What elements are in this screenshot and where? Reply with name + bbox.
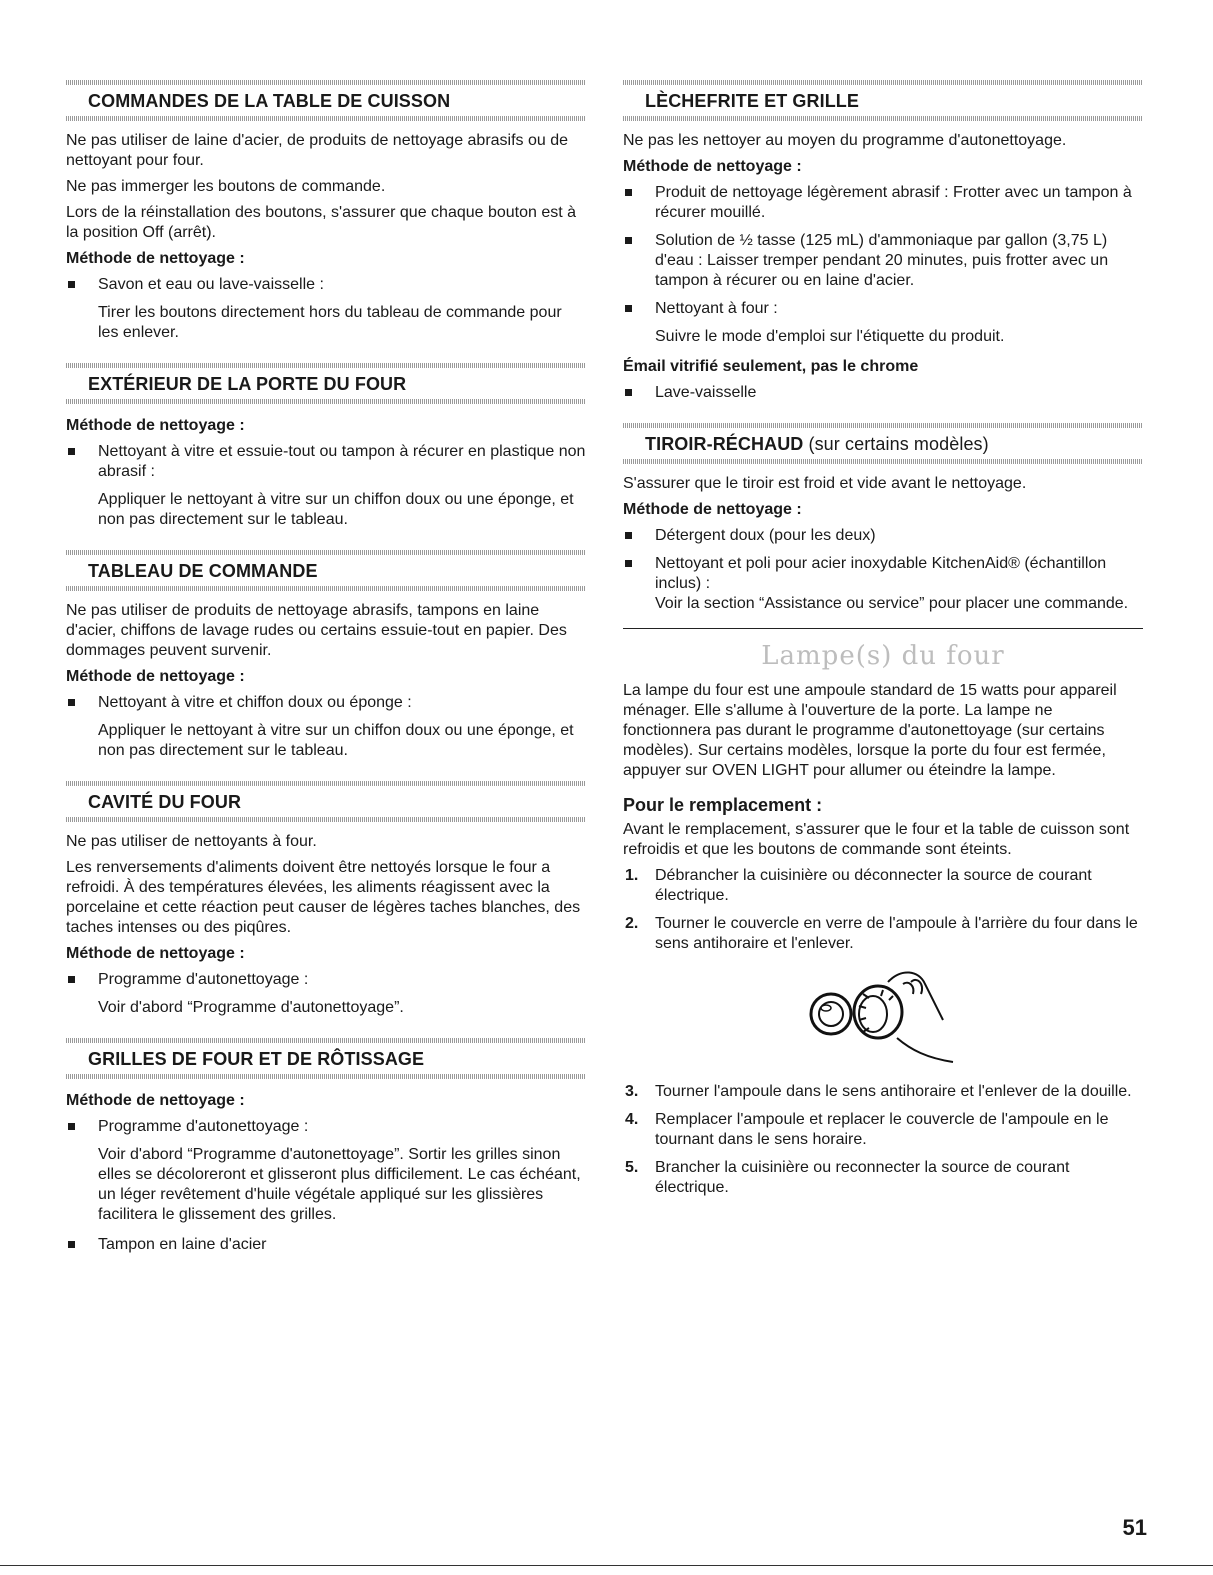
paragraph: S'assurer que le tiroir est froid et vide avant le nettoyage. [623,475,1027,492]
glass-cover-icon [811,994,851,1034]
bullet-icon [68,976,75,983]
bullet-icon [68,281,75,288]
section-header [623,413,1143,470]
section-oven-door-exterior [66,353,586,530]
bullet-item [66,1117,586,1137]
section-divider [623,628,1143,629]
divider [623,459,1143,464]
section-broiler-pan [623,70,1143,403]
step-text: Remplacer l'ampoule et replacer le couvercle de l'ampoule en le tournant dans le sens horaire. [655,1111,1109,1148]
divider [623,80,1143,85]
section-warming-drawer [623,413,1143,614]
step-number: 5. [625,1159,639,1176]
bullet-text: Nettoyant à four : [655,300,778,317]
bullet-text: Savon et eau ou lave-vaisselle : [98,276,324,293]
section-header [66,771,586,828]
paragraph: Les renversements d'aliments doivent être nettoyés lorsque le four a refroidi. À des températures élevées, les aliments réagissent avec la porcelaine et cette réaction peut causer de légères taches blanches, des taches intenses ou des piqûres. [66,859,581,936]
paragraph: Ne pas utiliser de nettoyants à four. [66,833,317,850]
bullet-text: Nettoyant à vitre et chiffon doux ou éponge : [98,694,412,711]
divider [66,781,586,786]
bullet-icon [625,305,632,312]
section-control-panel [66,540,586,761]
page-bottom-rule [0,1565,1213,1566]
paragraph: Ne pas les nettoyer au moyen du programme d'autonettoyage. [623,132,1067,149]
step-item [623,1110,1143,1150]
divider [66,550,586,555]
bullet-item [623,299,1143,319]
paragraph: Ne pas utiliser de produits de nettoyage abrasifs, tampons en laine d'acier, chiffons de lavage rudes ou certains essuie-tout en papier. Des dommages peuvent survenir. [66,602,567,659]
section-header [66,540,586,597]
bullet-icon [68,1123,75,1130]
bullet-item [66,275,586,295]
bullet-icon [68,699,75,706]
bullet-text: Détergent doux (pour les deux) [655,527,876,544]
bullet-icon [68,448,75,455]
section-title: EXTÉRIEUR DE LA PORTE DU FOUR [88,374,407,394]
divider [66,1038,586,1043]
step-number: 4. [625,1111,639,1128]
section-cooktop-controls [66,70,586,343]
divider [66,80,586,85]
bullet-text: Programme d'autonettoyage : [98,1118,309,1135]
bullet-text: Voir la section “Assistance ou service” pour placer une commande. [655,595,1129,612]
divider [66,586,586,591]
divider [66,817,586,822]
divider [66,363,586,368]
method-heading: Méthode de nettoyage : [623,501,802,518]
divider [623,116,1143,121]
section-header [66,1028,586,1085]
step-item [623,866,1143,906]
bullet-item [623,231,1143,291]
bullet-detail: Suivre le mode d'emploi sur l'étiquette du produit. [655,328,1005,345]
bullet-icon [625,237,632,244]
enamel-heading: Émail vitrifié seulement, pas le chrome [623,358,919,375]
bullet-text: Programme d'autonettoyage : [98,971,309,988]
bullet-text: Nettoyant et poli pour acier inoxydable KitchenAid® (échantillon inclus) : [655,555,1107,592]
section-title: COMMANDES DE LA TABLE DE CUISSON [88,91,451,111]
section-title: GRILLES DE FOUR ET DE RÔTISSAGE [88,1049,425,1069]
bullet-icon [625,532,632,539]
step-text: Brancher la cuisinière ou reconnecter la source de courant électrique. [655,1159,1070,1196]
paragraph: Ne pas utiliser de laine d'acier, de produits de nettoyage abrasifs ou de nettoyant pour four. [66,132,569,169]
bullet-icon [68,1241,75,1248]
method-heading: Méthode de nettoyage : [66,1092,245,1109]
section-header [623,70,1143,127]
lamp-title: Lampe(s) du four [761,641,1005,671]
bullet-text: Solution de ½ tasse (125 mL) d'ammoniaque par gallon (3,75 L) d'eau : Laisser tremper pendant 20 minutes, puis frotter avec un tampon à récurer ou en laine d'acier. [655,232,1109,289]
section-header [66,70,586,127]
title-sub: (sur certains modèles) [803,434,989,454]
step-number: 3. [625,1083,639,1100]
section-oven-lamp [623,641,1143,1198]
step-text: Débrancher la cuisinière ou déconnecter la source de courant électrique. [655,867,1092,904]
bullet-icon [625,560,632,567]
section-oven-cavity [66,771,586,1018]
bullet-item [623,526,1143,546]
bullet-item [66,693,586,713]
bullet-detail: Voir d'abord “Programme d'autonettoyage”. [98,999,404,1016]
section-racks [66,1028,586,1255]
divider [623,423,1143,428]
bullet-item [623,383,1143,403]
section-header [66,353,586,410]
page-number: 51 [1122,1515,1147,1540]
step-number: 2. [625,915,639,932]
bullet-text: Tampon en laine d'acier [98,1236,267,1253]
paragraph: Ne pas immerger les boutons de commande. [66,178,386,195]
replacement-heading: Pour le remplacement : [623,795,823,815]
bullet-icon [625,389,632,396]
step-item [623,1082,1143,1102]
bullet-item [623,183,1143,223]
step-item [623,914,1143,954]
step-item [623,1158,1143,1198]
section-title: LÈCHEFRITE ET GRILLE [645,91,860,111]
section-title [623,434,1143,455]
section-title: CAVITÉ DU FOUR [88,792,242,812]
bullet-item [623,554,1143,614]
method-heading: Méthode de nettoyage : [66,417,245,434]
bullet-item [66,1235,586,1255]
divider [66,399,586,404]
left-column [66,70,586,1265]
bullet-item [66,442,586,482]
section-title: TABLEAU DE COMMANDE [88,561,318,581]
method-heading: Méthode de nettoyage : [66,250,245,267]
step-number: 1. [625,867,639,884]
bullet-item [66,970,586,990]
paragraph: Avant le remplacement, s'assurer que le four et la table de cuisson sont refroidis et que les boutons de commande sont éteints. [623,821,1130,858]
method-heading: Méthode de nettoyage : [66,945,245,962]
paragraph: Lors de la réinstallation des boutons, s'assurer que chaque bouton est à la position Off (arrêt). [66,204,577,241]
bullet-detail: Appliquer le nettoyant à vitre sur un chiffon doux ou une éponge, et non pas directement sur le tableau. [98,722,574,759]
right-column [623,70,1143,1208]
paragraph: La lampe du four est une ampoule standard de 15 watts pour appareil ménager. Elle s'allume à l'ouverture de la porte. La lampe ne fonctionnera pas durant le programme d'autonettoyage (sur certains modèles). Sur certains modèles, lorsque la porte du four est fermée, appuyer sur OVEN LIGHT pour allumer ou éteindre la lampe. [623,682,1117,779]
step-text: Tourner le couvercle en verre de l'ampoule à l'arrière du four dans le sens antihoraire et l'enlever. [655,915,1138,952]
bulb-cover-illustration [793,962,973,1072]
bullet-detail: Tirer les boutons directement hors du tableau de commande pour les enlever. [98,304,562,341]
title-main: TIROIR-RÉCHAUD [645,434,804,454]
bullet-text: Lave-vaisselle [655,384,757,401]
bullet-text: Produit de nettoyage légèrement abrasif : Frotter avec un tampon à récurer mouillé. [655,184,1132,221]
step-text: Tourner l'ampoule dans le sens antihoraire et l'enlever de la douille. [655,1083,1132,1100]
divider [66,1074,586,1079]
bullet-detail: Appliquer le nettoyant à vitre sur un chiffon doux ou une éponge, et non pas directement sur le tableau. [98,491,574,528]
divider [66,116,586,121]
bullet-icon [625,189,632,196]
bullet-text: Nettoyant à vitre et essuie-tout ou tampon à récurer en plastique non abrasif : [98,443,586,480]
method-heading: Méthode de nettoyage : [66,668,245,685]
bullet-detail: Voir d'abord “Programme d'autonettoyage”. Sortir les grilles sinon elles se décoloreront et glisseront plus difficilement. Le cas échéant, un léger revêtement d'huile végétale appliqué sur les glissières facilitera le glissement des grilles. [98,1146,581,1223]
method-heading: Méthode de nettoyage : [623,158,802,175]
